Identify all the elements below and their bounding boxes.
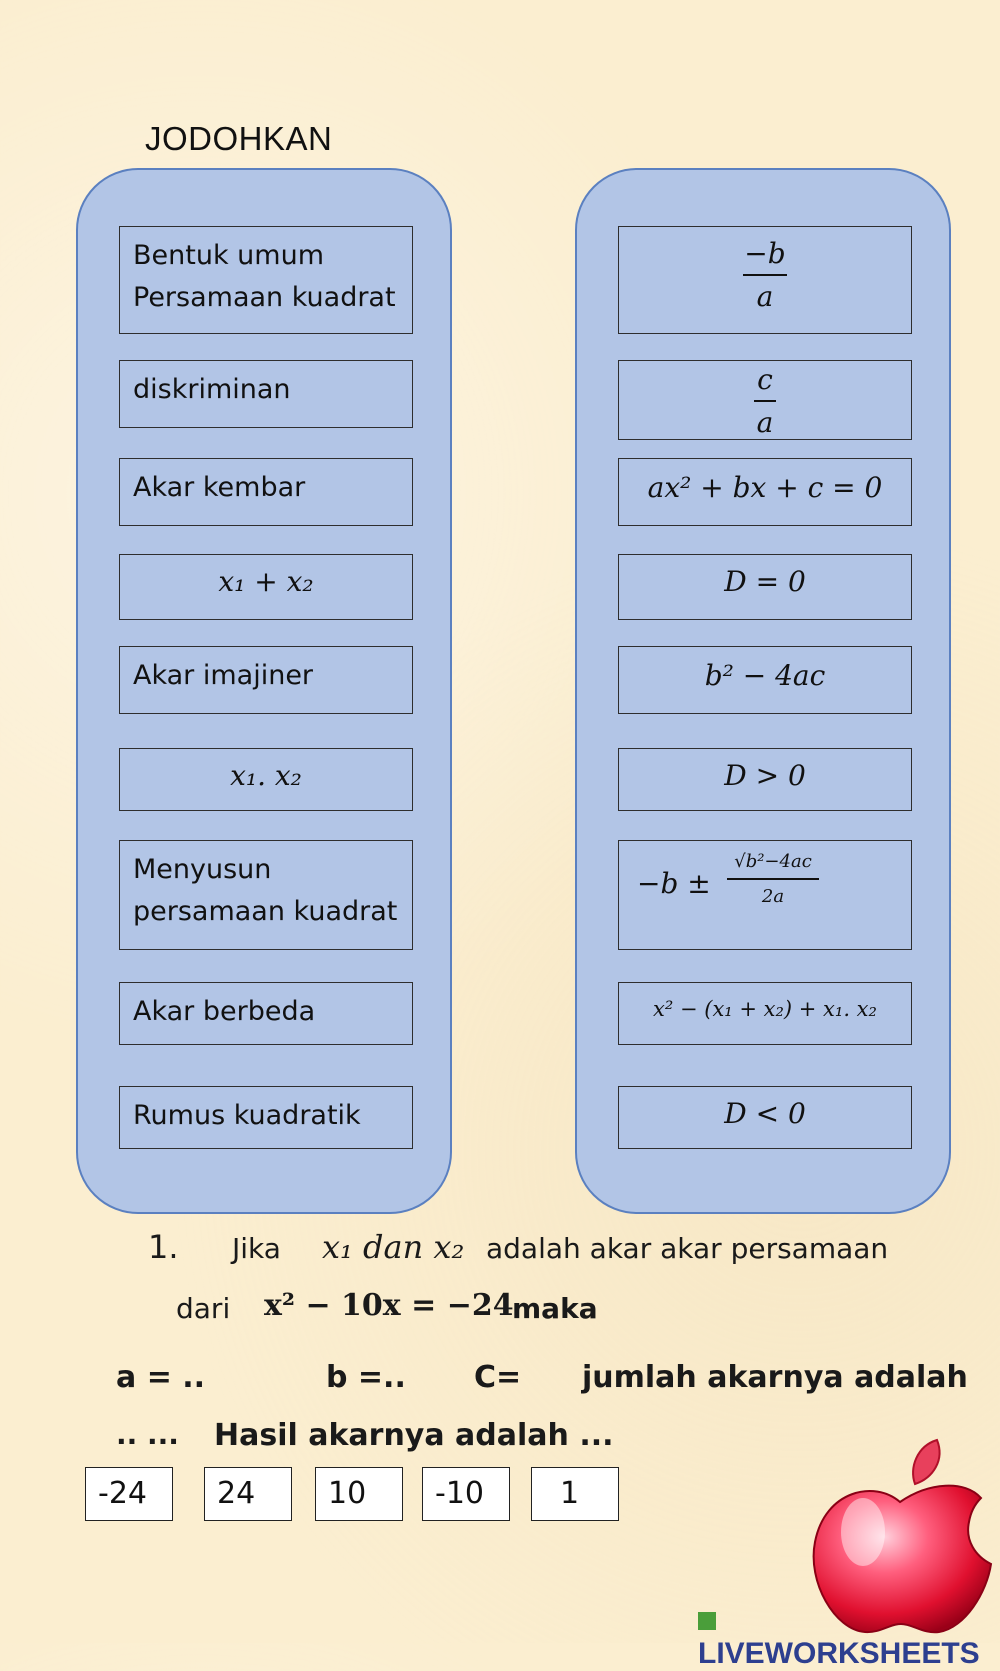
match-item-sum-roots[interactable] [119,554,413,620]
label-a: a = .. [116,1360,206,1395]
logo-text: LIVEWORKSHEETS [698,1637,980,1670]
match-option-general-form[interactable] [618,458,912,526]
option-math: b² − 4ac [704,659,826,692]
match-option-compose[interactable] [618,982,912,1045]
fraction [619,237,911,313]
answer-option-4[interactable]: -10 [422,1467,510,1521]
option-math: D > 0 [724,759,806,792]
option-math: x² − (x₁ + x₂) + x₁. x₂ [653,997,877,1021]
fraction-bar [743,274,787,276]
question-math: x₁ dan x₂ [322,1228,465,1266]
match-item-product-roots[interactable] [119,748,413,811]
fraction-bar [754,400,776,402]
label-dots: .. ... [116,1418,179,1451]
match-item-akar-berbeda[interactable] [119,982,413,1045]
match-item-diskriminan[interactable] [119,360,413,428]
question-text: dari [176,1292,231,1325]
answer-option-3[interactable]: 10 [315,1467,403,1521]
denominator: a [756,406,774,439]
item-label: Akar kembar [133,472,306,503]
match-option-neg-b-over-a[interactable] [618,226,912,334]
option-math: D = 0 [724,565,806,598]
fraction [619,363,911,439]
match-item-bentuk-umum[interactable] [119,226,413,334]
match-option-d-eq-0[interactable] [618,554,912,620]
question-equation: x² − 10x = −24 [264,1288,514,1323]
option-math: D < 0 [724,1097,806,1130]
question-number: 1. [148,1228,179,1266]
option-math: ax² + bx + c = 0 [647,471,883,504]
liveworksheets-logo [698,1603,1000,1671]
numerator: −b [744,237,786,270]
item-label: diskriminan [133,374,291,405]
label-b: b =.. [326,1360,406,1395]
denominator: 2a [761,885,785,907]
answer-option-5[interactable]: 1 [531,1467,619,1521]
match-option-quadratic-formula[interactable] [618,840,912,950]
label-c: C= [474,1360,522,1395]
label-sum: jumlah akarnya adalah [582,1360,968,1395]
match-option-discriminant[interactable] [618,646,912,714]
numerator: √b²−4ac [734,851,812,872]
numerator: c [757,363,773,396]
question-text: maka [512,1292,598,1325]
page-title: JODOHKAN [145,120,333,157]
logo-icon [698,1612,716,1630]
label-product: Hasil akarnya adalah ... [214,1418,614,1453]
match-item-rumus-kuadratik[interactable] [119,1086,413,1149]
question-text: adalah akar akar persamaan [486,1232,889,1265]
match-option-d-lt-0[interactable] [618,1086,912,1149]
match-option-c-over-a[interactable] [618,360,912,440]
item-label: Akar berbeda [133,996,316,1027]
item-label: Menyusun persamaan kuadrat [133,854,398,927]
item-math: x₁. x₂ [230,759,302,792]
denominator: a [756,280,774,313]
formula-lead: −b ± [637,867,711,900]
answer-option-2[interactable]: 24 [204,1467,292,1521]
match-option-d-gt-0[interactable] [618,748,912,811]
match-item-akar-kembar[interactable] [119,458,413,526]
formula-fraction [727,851,819,907]
fraction-bar [727,878,819,880]
item-label: Akar imajiner [133,660,314,691]
question-text: Jika [232,1232,281,1265]
item-label: Bentuk umum Persamaan kuadrat [133,240,396,313]
item-label: Rumus kuadratik [133,1100,361,1131]
item-math: x₁ + x₂ [218,565,314,598]
answer-option-1[interactable]: -24 [85,1467,173,1521]
match-item-akar-imajiner[interactable] [119,646,413,714]
match-item-menyusun[interactable] [119,840,413,950]
